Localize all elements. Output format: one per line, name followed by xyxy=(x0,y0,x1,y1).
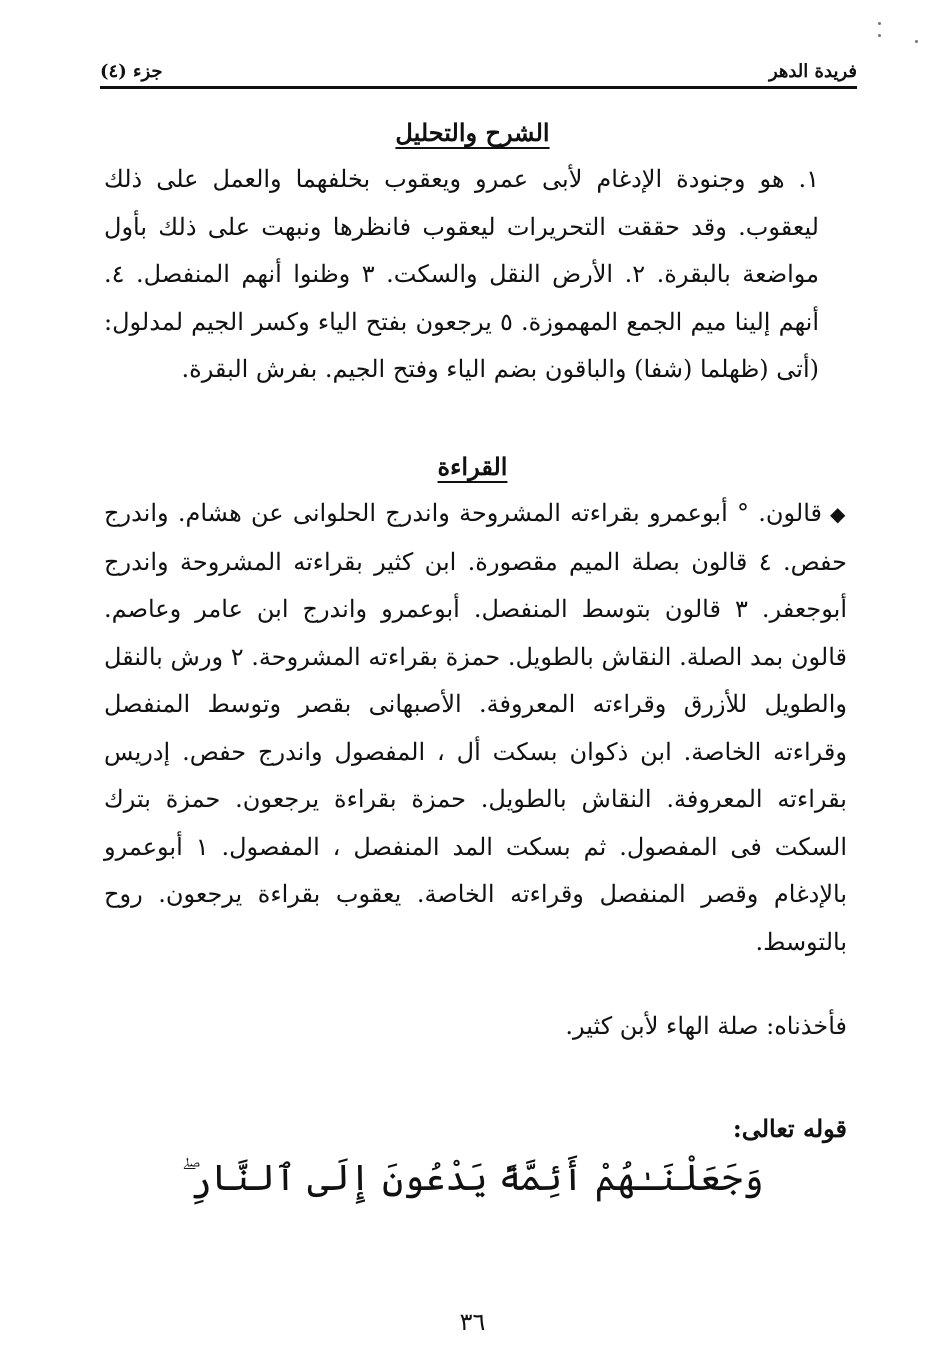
scan-speck xyxy=(915,40,918,43)
commentary-heading-text: الشرح والتحليل xyxy=(395,118,550,147)
running-header xyxy=(100,50,857,89)
diamond-bullet-icon: ◆ xyxy=(830,502,848,526)
part-label: جزء (٤) xyxy=(100,61,163,82)
commentary-heading xyxy=(0,118,945,147)
reading-heading xyxy=(0,452,945,481)
book-title: فريدة الدهر xyxy=(768,61,857,82)
reading-paragraph xyxy=(104,490,847,966)
scan-speck xyxy=(878,22,881,25)
commentary-paragraph: ١. هو وجنودة الإدغام لأبى عمرو ويعقوب بخلفهما والعمل على ذلك ليعقوب. وقد حققت التحريرات ليعقوب فانظرها ونبهت على ذلك بأول مواضعة بالبقرة. ٢. الأرض النقل والسكت. ٣ وظنوا أنهم المنفصل. ٤. أنهم إلينا ميم الجمع المهموزة. ٥ يرجعون بفتح الياء وكسر الجيم لمدلول: (أتى (ظهلما (شفا) والباقون بضم الياء وفتح الجيم. بفرش البقرة. xyxy=(104,165,820,383)
quote-intro: قوله تعالى: xyxy=(732,1114,847,1143)
quran-verse: وَجَعَلْنَـٰهُمْ أَئِمَّةً يَدْعُونَ إِلَى ٱلنَّارِ ۖ xyxy=(181,1158,764,1199)
adopted-reading-note: فأخذناه: صلة الهاء لأبن كثير. xyxy=(565,1012,847,1040)
page-number: ٣٦ xyxy=(459,1308,486,1336)
reading-heading-text: القراءة xyxy=(437,452,508,481)
reading-text: قالون. ° أبوعمرو بقراءته المشروحة واندرج الحلوانى عن هشام. واندرج حفص. ٤ قالون بصلة الميم مقصورة. ابن كثير بقراءته المشروحة واندرج أبوجعفر. ٣ قالون بتوسط المنفصل. أبوعمرو واندرج ابن عامر وعاصم. قالون بمد الصلة. النقاش بالطويل. حمزة بقراءته المشروحة. ٢ ورش بالنقل والطويل للأزرق وقراءته المعروفة. الأصبهانى بقصر وتوسط المنفصل وقراءته الخاصة. ابن ذكوان بسكت أل ، المفصول واندرج حفص. إدريس بقراءته المعروفة. النقاش بالطويل. حمزة بقراءة يرجعون. حمزة بترك السكت فى المفصول. ثم بسكت المد المنفصل ، المفصول. ١ أبوعمرو بالإدغام وقصر المنفصل وقراءته الخاصة. يعقوب بقراءة يرجعون. روح بالتوسط. xyxy=(104,499,848,956)
scan-speck xyxy=(878,34,881,37)
